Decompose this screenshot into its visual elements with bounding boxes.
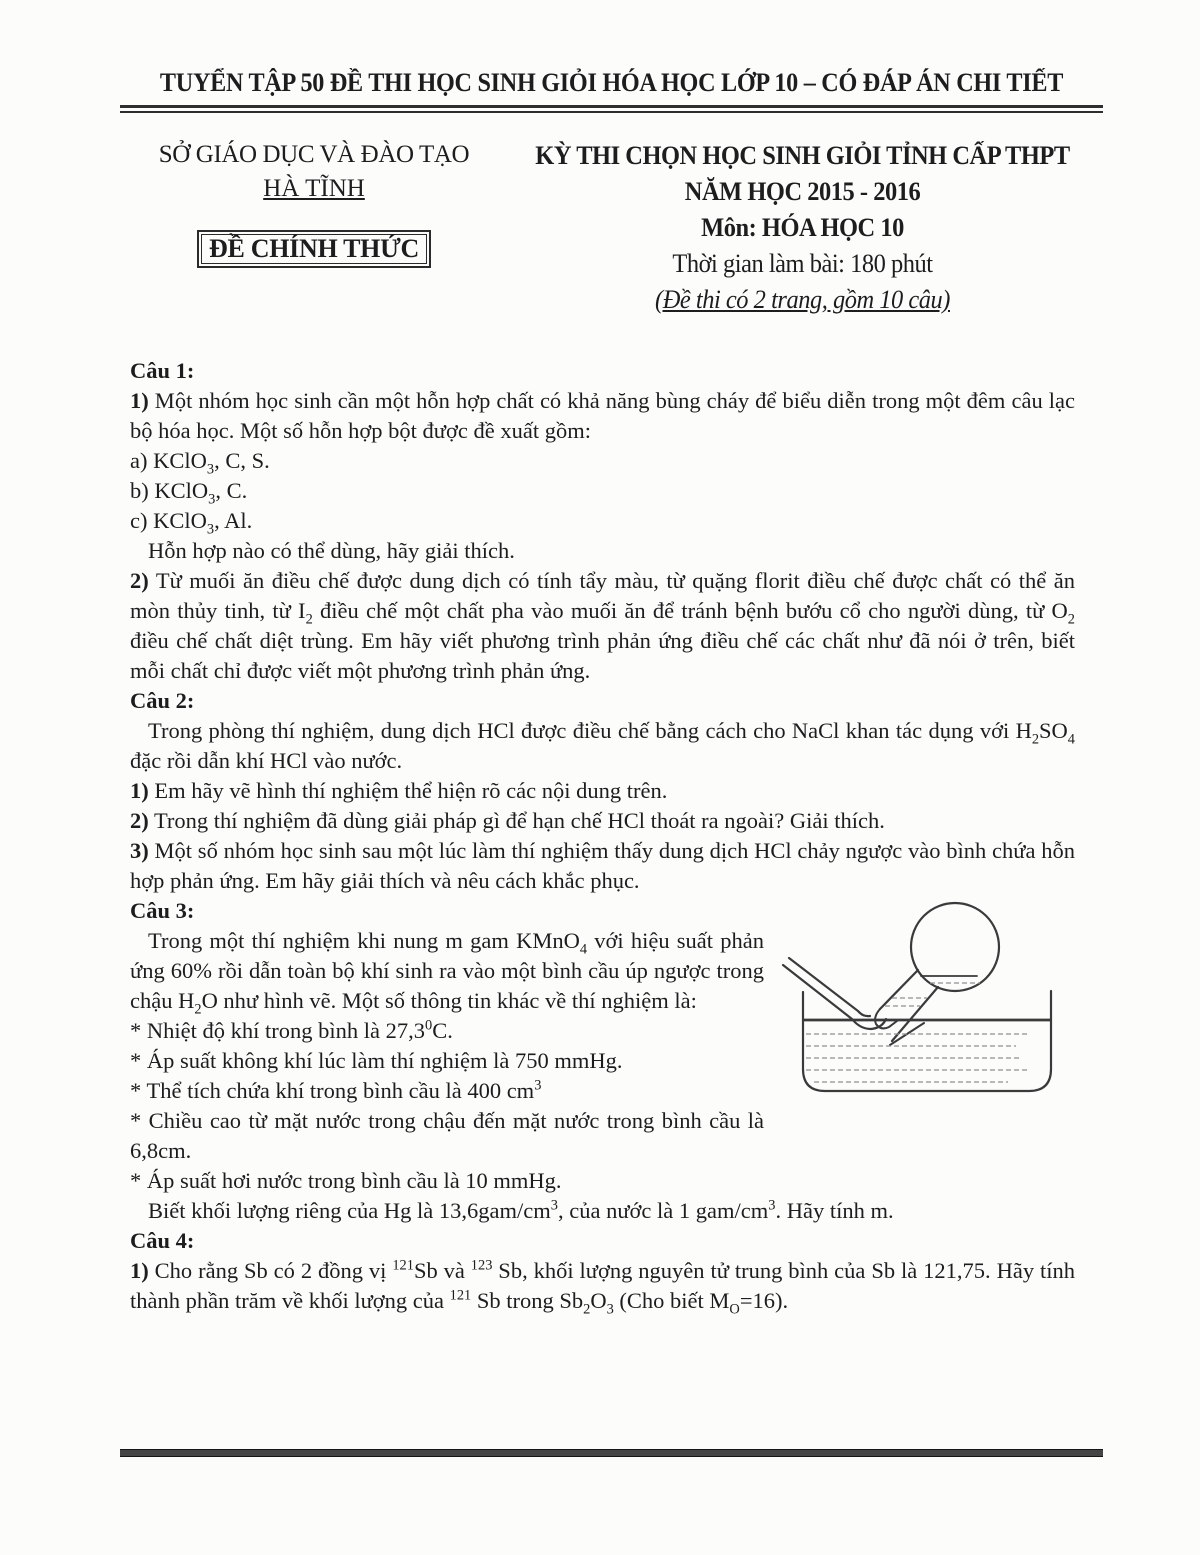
body-paragraph: * Nhiệt độ khí trong bình là 27,3$^0$C. <box>130 1017 453 1043</box>
official-exam-label: ĐỀ CHÍNH THỨC <box>197 230 431 268</box>
flask-neck-lower-wall <box>892 987 938 1041</box>
body-paragraph: Biết khối lượng riêng của Hg là $13,6gam/cm^3$, của nước là 1 gam/$cm^3$. Hãy tính m. <box>148 1197 894 1223</box>
body-paragraph: * Áp suất hơi nước trong bình cầu là 10 mmHg. <box>130 1168 562 1193</box>
body-paragraph: * Chiều cao từ mặt nước trong chậu đến mặt nước trong bình cầu là 6,8cm. <box>130 1108 764 1163</box>
body-paragraph: Hỗn hợp nào có thể dùng, hãy giải thích. <box>148 538 515 563</box>
body-part-1 <box>130 356 1075 896</box>
experiment-figure <box>780 898 1115 1116</box>
flask-bulb <box>911 903 999 991</box>
body-paragraph: Trong phòng thí nghiệm, dung dịch HCl được điều chế bằng cách cho NaCl khan tác dụng với $H_2SO_4$ đặc rồi dẫn khí HCl vào nước. <box>130 718 1075 773</box>
body-paragraph: c) KClO$_3$, Al. <box>130 508 253 538</box>
body-paragraph: a) KClO$_3$, C, S. <box>130 448 270 478</box>
exam-body <box>130 356 1075 1316</box>
body-paragraph: Câu 3: <box>130 898 195 923</box>
body-paragraph: Câu 1: <box>130 358 195 383</box>
book-title: TUYỂN TẬP 50 ĐỀ THI HỌC SINH GIỎI HÓA HỌC LỚP 10 – CÓ ĐÁP ÁN CHI TIẾT <box>159 68 1064 97</box>
duration-line: Thời gian làm bài: 180 phút <box>672 249 933 278</box>
body-paragraph: Câu 4: <box>130 1228 195 1253</box>
page-note: (Đề thi có 2 trang, gồm 10 câu) <box>655 285 950 314</box>
body-paragraph: 2) Từ muối ăn điều chế được dung dịch có tính tẩy màu, từ quặng florit điều chế được chất có thể ăn mòn thủy tinh, từ $I_2$ điều chế một chất pha vào muối ăn để tránh bệnh bướu cổ cho người dùng, từ $O_2$ điều chế chất diệt trùng. Em hãy viết phương trình phản ứng điều chế các chất như đã nói ở trên, biết mỗi chất chỉ được viết một phương trình phản ứng. <box>130 568 1075 683</box>
body-paragraph: * Thể tích chứa khí trong bình cầu là 400 $cm^3$ <box>130 1077 542 1103</box>
body-paragraph: Trong một thí nghiệm khi nung m gam KMnO$_4$ với hiệu suất phản ứng 60% rồi dẫn toàn bộ khí sinh ra vào một bình cầu úp ngược trong chậu $H_2O$ như hình vẽ. Một số thông tin khác về thí nghiệm là: <box>130 928 764 1018</box>
province-name: HÀ TĨNH <box>263 175 365 202</box>
exam-header <box>128 138 1105 318</box>
body-paragraph: * Áp suất không khí lúc làm thí nghiệm là 750 mmHg. <box>130 1048 623 1073</box>
body-paragraph: 3) Một số nhóm học sinh sau một lúc làm thí nghiệm thấy dung dịch HCl chảy ngược vào bình chứa hỗn hợp phản ứng. Em hãy giải thích và nêu cách khắc phục. <box>130 838 1075 893</box>
school-year: NĂM HỌC 2015 - 2016 <box>684 177 921 206</box>
body-paragraph: 1) Một nhóm học sinh cần một hỗn hợp chất có khả năng bùng cháy để biểu diễn trong một đêm câu lạc bộ hóa học. Một số hỗn hợp bột được đề xuất gồm: <box>130 388 1075 443</box>
body-paragraph: Câu 2: <box>130 688 195 713</box>
footer-bar <box>120 1449 1103 1457</box>
body-paragraph: 1) Cho rằng Sb có 2 đồng vị $^{121}$Sb và $^{123}$ Sb, khối lượng nguyên tử trung bình của Sb là 121,75. Hãy tính thành phần trăm về khối lượng của $^{121}$ Sb trong $Sb_2O_3$ (Cho biết $M_O=16$). <box>130 1257 1075 1318</box>
flask-neck-upper-wall <box>880 970 918 1009</box>
double-rule <box>120 105 1103 113</box>
header-left-block <box>128 138 500 318</box>
body-paragraph: 2) Trong thí nghiệm đã dùng giải pháp gì để hạn chế HCl thoát ra ngoài? Giải thích. <box>130 808 885 833</box>
body-paragraph: b) KClO$_3$, C. <box>130 478 248 508</box>
department-name: SỞ GIÁO DỤC VÀ ĐÀO TẠO <box>158 141 470 168</box>
official-label-wrap <box>128 230 500 268</box>
body-paragraph: 1) Em hãy vẽ hình thí nghiệm thể hiện rõ các nội dung trên. <box>130 778 668 803</box>
delivery-tube-inner-wall <box>789 958 870 1016</box>
body-part-2 <box>130 896 1075 1316</box>
experiment-diagram <box>780 898 1115 1116</box>
subject-line: Môn: HÓA HỌC 10 <box>701 213 904 242</box>
exam-title: KỲ THI CHỌN HỌC SINH GIỎI TỈNH CẤP THPT <box>535 141 1070 170</box>
header-right-block <box>500 138 1105 318</box>
water-trough <box>803 991 1051 1091</box>
